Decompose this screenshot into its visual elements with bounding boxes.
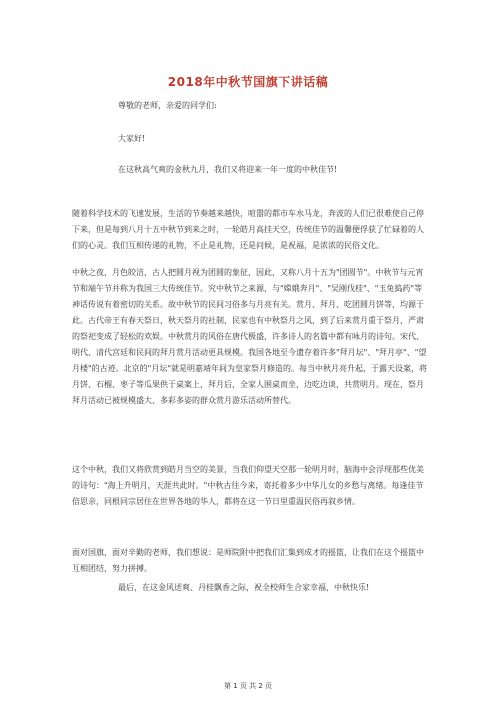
page-footer: 第 1 页 共 2 页 bbox=[223, 682, 273, 690]
body-paragraph-4: 面对国旗，面对辛勤的老师，我们想说：是师院附中把我们汇集到成才的摇篮，让我们在这个摇篮中互相团结，努力拼搏。 bbox=[72, 548, 424, 573]
body-paragraph-3: 这个中秋，我们又将欣赏到皓月当空的美景，当我们仰望天空那一轮明月时，脑海中会浮现那些优美的诗句："海上升明月，天涯共此时。"中秋古往今来，寄托着多少中华儿女的乡愁与离绪。每逢佳节倍思亲，同根同宗居住在世界各地的华人，都将在这一节日里重温民俗再叙乡情。 bbox=[72, 465, 424, 506]
intro-paragraph: 在这秋高气爽的金秋九月，我们又将迎来一年一度的中秋佳节! bbox=[118, 165, 338, 174]
greeting-salutation: 尊敬的老师，亲爱的同学们: bbox=[118, 101, 217, 110]
greeting-hello: 大家好! bbox=[118, 134, 146, 143]
body-paragraph-1: 随着科学技术的飞速发展，生活的节奏越来越快，喧嚣的都市车水马龙，奔波的人们已很难使自己停下来，但是每到八月十五中秋节到来之时，一轮皓月高挂天空，传统佳节的温馨便俘获了忙碌着的人们的心灵。我们互相传递的礼物，不止是礼物，还是问候，是祝福，是浓浓的民俗文化。 bbox=[72, 209, 424, 250]
body-paragraph-2: 中秋之夜，月色皎洁，古人把圆月视为团圆的象征，因此，又称八月十五为"团圆节"。中秋节与元宵节和端午节并称为我国三大传统佳节。究中秋节之来源，与"嫦娥奔月"、"吴刚伐桂"、"玉兔捣药"等神话传说有着密切的关系。故中秋节的民间习俗多与月亮有关。赏月、拜月、吃团圆月饼等，均源于此。古代帝王有春天祭日，秋天祭月的社制，民家也有中秋祭月之风，到了后来赏月重于祭月，严肃的祭祀变成了轻松的欢娱。中秋赏月的风俗在唐代极盛，许多诗人的名篇中都有咏月的诗句。宋代、明代、清代宫廷和民间的拜月赏月活动更具规模。我国各地至今遗存着许多"拜月坛"、"拜月亭"、"望月楼"的古迹。北京的"月坛"就是明嘉靖年间为皇家祭月修造的。每当中秋月亮升起，于露天设案，将月饼、石榴、枣子等瓜果供于桌案上，拜月后，全家人围桌而坐，边吃边谈，共赏明月。现在，祭月拜月活动已被规模盛大、多彩多姿的群众赏月游乐活动所替代。 bbox=[72, 268, 428, 405]
document-title: 2018年中秋节国旗下讲话稿 bbox=[167, 75, 329, 89]
closing-paragraph: 最后，在这金风送爽、丹桂飘香之际，祝全校师生合家幸福，中秋快乐! bbox=[118, 583, 370, 592]
